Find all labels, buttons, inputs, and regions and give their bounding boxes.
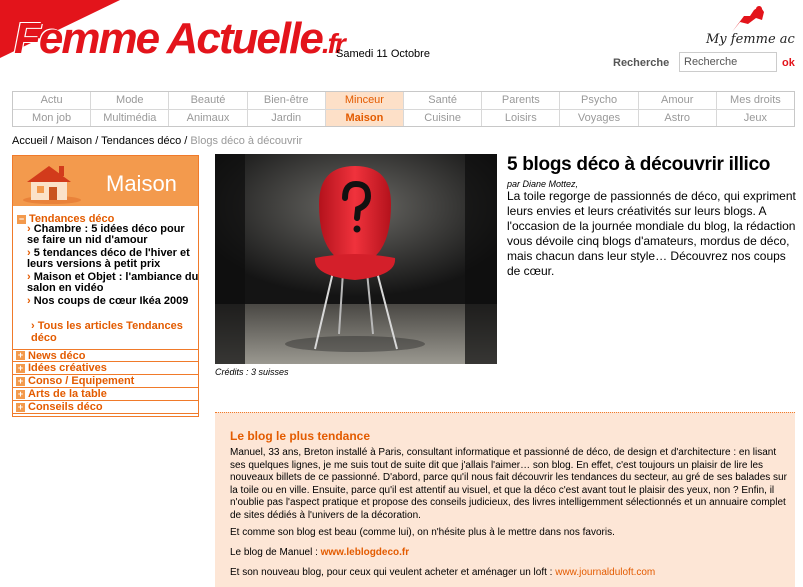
nav-item-bien-etre[interactable]: Bien-être xyxy=(248,92,326,109)
blog-feature-box xyxy=(215,412,795,587)
nav-row-2 xyxy=(13,109,794,126)
site-header xyxy=(0,0,803,86)
blog-link-line: Et son nouveau blog, pour ceux qui veulent acheter et aménager un loft : www.journalduloft.com xyxy=(230,567,656,578)
article-byline: par Diane Mottez, xyxy=(507,179,579,189)
breadcrumb-current: Blogs déco à découvrir xyxy=(190,135,303,147)
sidebar-category-conso[interactable]: + Conso / Equipement xyxy=(12,375,199,388)
nav-item-beaute[interactable]: Beauté xyxy=(169,92,247,109)
sidebar-title: Maison xyxy=(106,171,177,196)
nav-item-minceur[interactable]: Minceur xyxy=(326,92,404,109)
nav-item-mode[interactable]: Mode xyxy=(91,92,169,109)
chevron-right-icon: › xyxy=(27,295,31,307)
search-input[interactable] xyxy=(679,52,777,72)
breadcrumb-separator: / xyxy=(184,135,188,147)
blog-link-leblogdeco[interactable]: www.leblogdeco.fr xyxy=(320,547,410,558)
chevron-right-icon: › xyxy=(27,271,31,283)
blog-feature-title: Le blog le plus tendance xyxy=(230,429,371,443)
nav-item-astro[interactable]: Astro xyxy=(639,110,717,126)
expand-icon: + xyxy=(17,362,24,373)
nav-item-loisirs[interactable]: Loisirs xyxy=(482,110,560,126)
breadcrumb xyxy=(12,135,302,147)
nav-item-amour[interactable]: Amour xyxy=(639,92,717,109)
expand-icon: + xyxy=(17,388,24,399)
collapse-icon[interactable]: − xyxy=(18,213,25,224)
nav-item-psycho[interactable]: Psycho xyxy=(560,92,638,109)
chevron-right-icon: › xyxy=(31,320,35,332)
nav-row-1 xyxy=(13,92,794,109)
expand-icon: + xyxy=(17,401,24,412)
sidebar-subitem[interactable]: › 5 tendances déco de l'hiver et leurs versions à petit prix xyxy=(27,247,190,270)
sidebar-subitem[interactable]: › Nos coups de cœur Ikéa 2009 xyxy=(27,295,189,307)
breadcrumb-accueil[interactable]: Accueil xyxy=(12,135,48,147)
search-label: Recherche xyxy=(613,57,670,69)
nav-item-jeux[interactable]: Jeux xyxy=(743,112,768,124)
breadcrumb-separator: / xyxy=(50,135,54,147)
blog-feature-paragraph: Manuel, 33 ans, Breton installé à Paris, consultant informatique et passionné de déco, de design et d'architecture : en lisant ses quelques lignes, je me suis tout de suite dit que j'allais l'aimer… son blog. En effet, c'est toujours un plaisir de lire les nouveaux billets de ce passionné. D'abord, parce qu'il nous fait découvrir les tendances du secteur, au gré de ses balades sur la toile ou en ville. Ensuite, parce qu'il est attentif au visuel, et que la déco c'est avant tout le plaisir des yeux, non ? Enfin, il n'oublie pas l'aspect pratique et propose des conseils judicieux, des livres intelligemment sélectionnés et un annuaire complet de sites dédiés à l'univers de la décoration. xyxy=(230,447,787,521)
nav-item-sante[interactable]: Santé xyxy=(404,92,482,109)
nav-item-actu[interactable]: Actu xyxy=(13,92,91,109)
photo-credit: Crédits : 3 suisses xyxy=(215,367,289,377)
sidebar-header xyxy=(13,156,198,206)
sidebar-categories xyxy=(12,349,199,414)
sidebar-category-news-deco[interactable]: + News déco xyxy=(12,349,199,362)
expand-icon: + xyxy=(17,350,24,360)
site-logo[interactable]: Femme Actuelle.fr xyxy=(14,14,344,63)
house-icon xyxy=(21,160,83,204)
main-navigation xyxy=(12,91,795,127)
breadcrumb-maison[interactable]: Maison xyxy=(56,135,93,147)
chevron-right-icon: › xyxy=(27,223,31,235)
article-title: 5 blogs déco à découvrir illico xyxy=(507,154,771,175)
all-articles-link[interactable]: › Tous les articles Tendances déco xyxy=(31,320,183,344)
article-intro: La toile regorge de passionnés de déco, qui expriment leurs envies et leurs créativités sur leurs blogs. A l'occasion de la journée mondiale du blog, la rédaction vous dévoile cinq blogs d'amateurs, mordus de déco, mais chacun dans leur style… Découvrez nos coups de cœur. xyxy=(507,189,796,278)
nav-item-voyages[interactable]: Voyages xyxy=(560,110,638,126)
nav-item-multimedia[interactable]: Multimédia xyxy=(91,110,169,126)
search-ok-button[interactable]: ok xyxy=(782,57,795,69)
nav-item-parents[interactable]: Parents xyxy=(482,92,560,109)
nav-item-mon-job[interactable]: Mon job xyxy=(13,110,91,126)
blog-link-journalduloft[interactable]: www.journalduloft.com xyxy=(555,567,656,578)
article-photo xyxy=(215,154,497,364)
sidebar-category-arts-table[interactable]: + Arts de la table xyxy=(12,388,199,401)
nav-item-jardin[interactable]: Jardin xyxy=(248,110,326,126)
sidebar-subitem[interactable]: › Maison et Objet : l'ambiance du salon en vidéo xyxy=(27,271,199,294)
blog-link-line: Le blog de Manuel : www.leblogdeco.fr xyxy=(230,547,410,558)
nav-item-mes-droits[interactable]: Mes droits xyxy=(730,94,781,106)
my-femme-link[interactable]: My femme ac xyxy=(706,32,795,47)
expand-icon: + xyxy=(17,375,24,386)
sidebar-category-idees-creatives[interactable]: + Idées créatives xyxy=(12,362,199,375)
sidebar-category-conseils-deco[interactable]: + Conseils déco xyxy=(12,401,199,414)
nav-item-maison[interactable]: Maison xyxy=(326,110,404,126)
breadcrumb-tendances-deco[interactable]: Tendances déco xyxy=(101,135,182,147)
sidebar-section-label: Tendances déco xyxy=(29,213,115,225)
breadcrumb-separator: / xyxy=(95,135,99,147)
nav-item-cuisine[interactable]: Cuisine xyxy=(404,110,482,126)
chevron-right-icon: › xyxy=(27,247,31,259)
nav-item-animaux[interactable]: Animaux xyxy=(169,110,247,126)
blog-feature-paragraph: Et comme son blog est beau (comme lui), on n'hésite plus à le mettre dans nos favoris. xyxy=(230,527,615,538)
sidebar-subitem[interactable]: › Chambre : 5 idées déco pour se faire un nid d'amour xyxy=(27,223,185,246)
my-femme-logo-icon xyxy=(726,4,766,34)
current-date: Samedi 11 Octobre xyxy=(336,48,430,60)
